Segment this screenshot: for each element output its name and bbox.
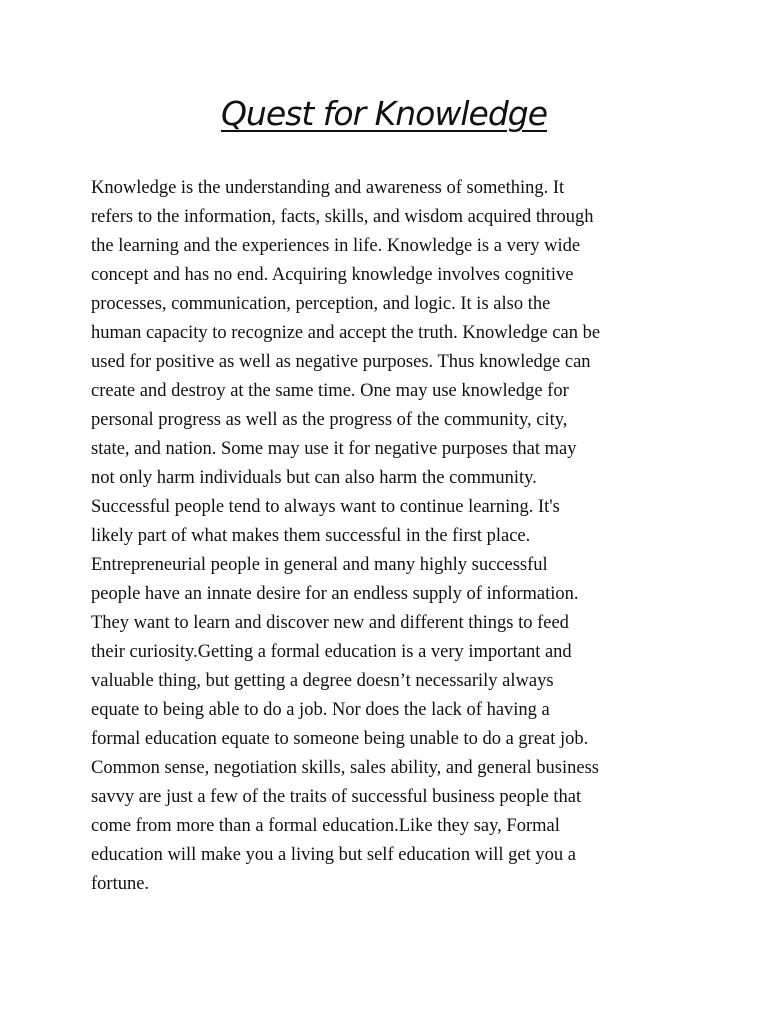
- body-line: fortune.: [91, 874, 150, 894]
- body-line: equate to being able to do a job. Nor does the lack of having a: [91, 700, 550, 720]
- body-line: savvy are just a few of the traits of successful business people that: [91, 787, 582, 807]
- body-line: not only harm individuals but can also harm the community.: [91, 468, 537, 488]
- body-line: likely part of what makes them successful in the first place.: [91, 526, 531, 546]
- body-line: concept and has no end. Acquiring knowledge involves cognitive: [91, 265, 574, 285]
- body-line: refers to the information, facts, skills, and wisdom acquired through: [91, 207, 594, 227]
- body-line: their curiosity.Getting a formal education is a very important and: [91, 642, 572, 662]
- body-line: Knowledge is the understanding and awareness of something. It: [91, 178, 565, 198]
- body-text: [91, 174, 701, 899]
- page-title-text: Quest for Knowledge: [220, 94, 548, 133]
- body-line: used for positive as well as negative purposes. Thus knowledge can: [91, 352, 591, 372]
- body-line: come from more than a formal education.Like they say, Formal: [91, 816, 560, 836]
- body-line: Common sense, negotiation skills, sales ability, and general business: [91, 758, 599, 778]
- body-line: people have an innate desire for an endless supply of information.: [91, 584, 579, 604]
- body-line: Entrepreneurial people in general and many highly successful: [91, 555, 548, 575]
- body-line: processes, communication, perception, and logic. It is also the: [91, 294, 551, 314]
- body-line: They want to learn and discover new and different things to feed: [91, 613, 569, 633]
- body-line: the learning and the experiences in life. Knowledge is a very wide: [91, 236, 581, 256]
- body-line: education will make you a living but self education will get you a: [91, 845, 576, 865]
- page-title: [0, 94, 768, 133]
- body-line: state, and nation. Some may use it for negative purposes that may: [91, 439, 577, 459]
- body-line: personal progress as well as the progress of the community, city,: [91, 410, 568, 430]
- body-line: Successful people tend to always want to continue learning. It's: [91, 497, 560, 517]
- body-line: human capacity to recognize and accept the truth. Knowledge can be: [91, 323, 601, 343]
- body-line: valuable thing, but getting a degree doesn’t necessarily always: [91, 671, 554, 691]
- body-line: create and destroy at the same time. One may use knowledge for: [91, 381, 569, 401]
- body-line: formal education equate to someone being unable to do a great job.: [91, 729, 589, 749]
